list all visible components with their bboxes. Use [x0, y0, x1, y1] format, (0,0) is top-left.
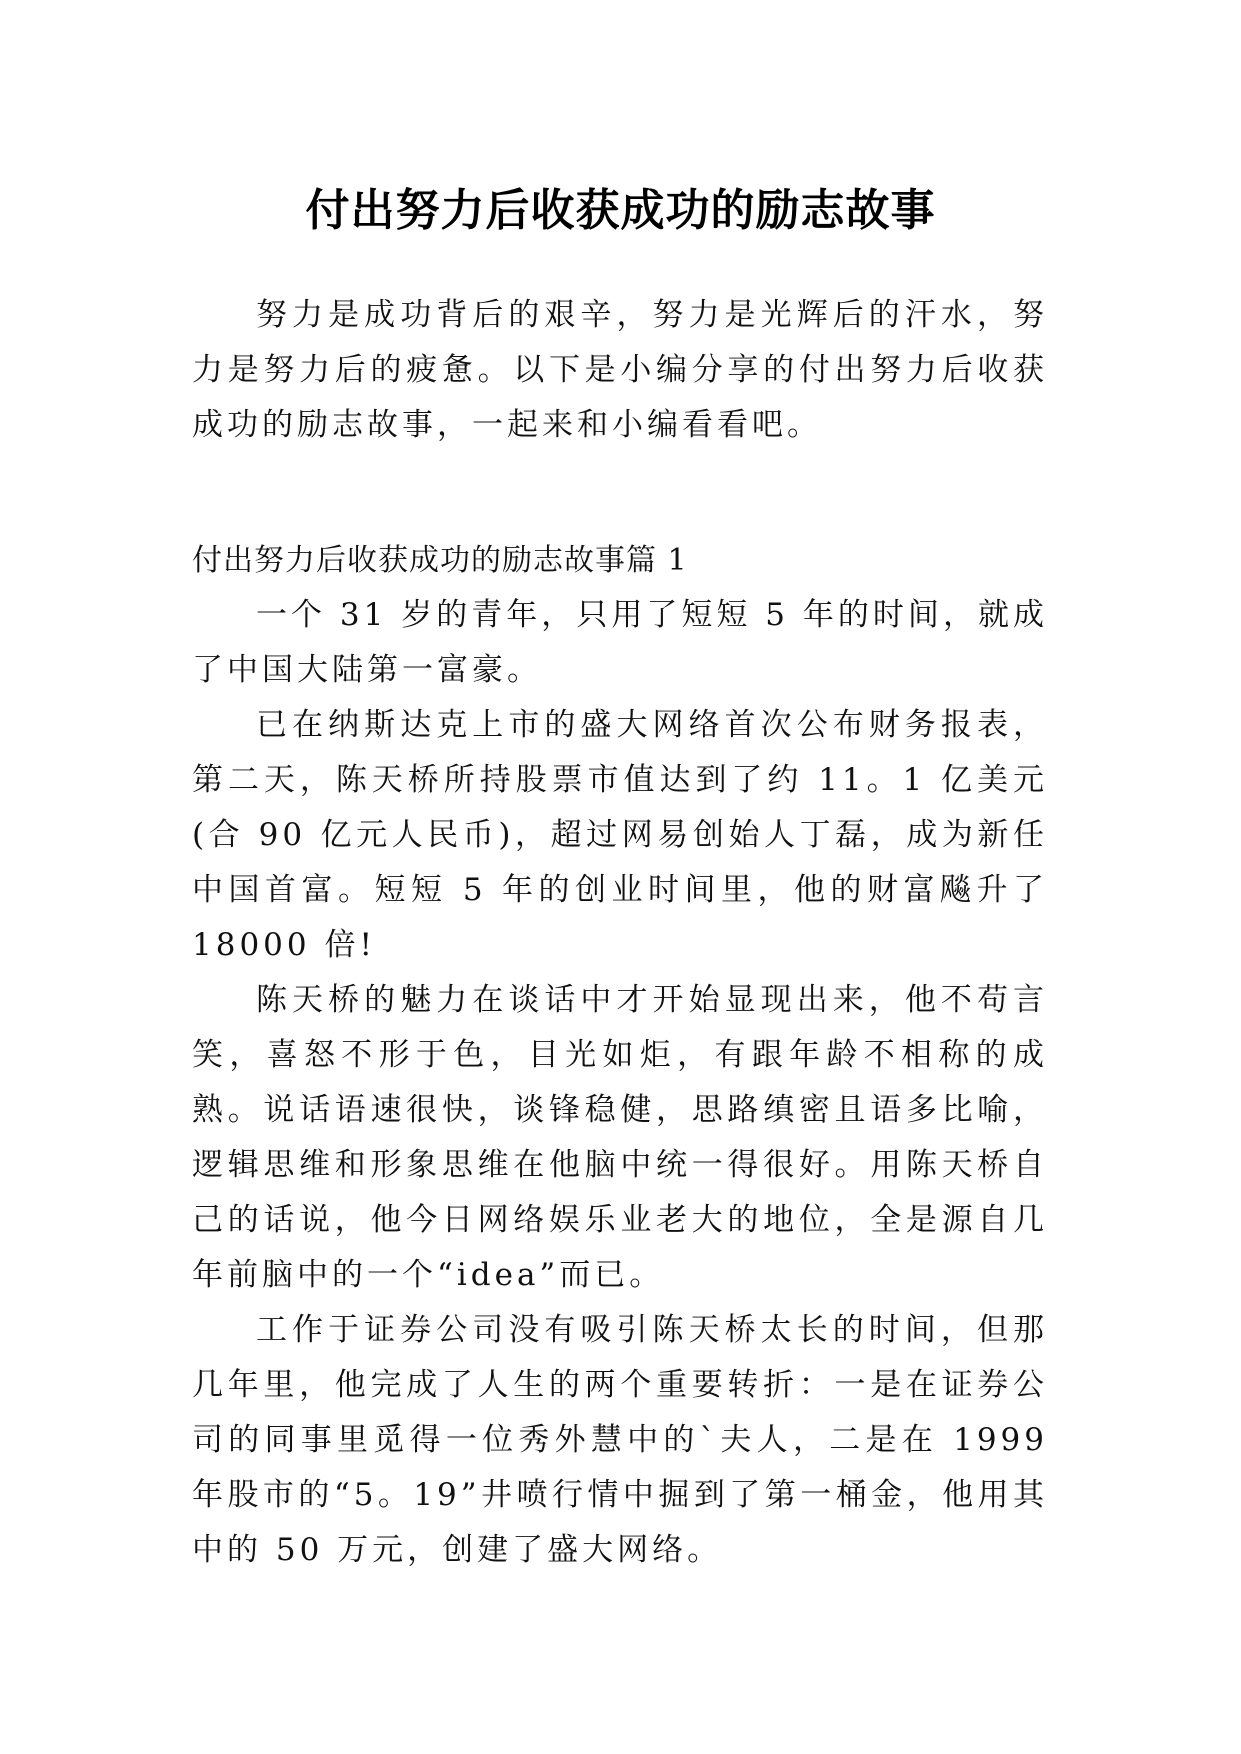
section-heading: 付出努力后收获成功的励志故事篇 1 — [192, 543, 688, 578]
intro-paragraph: 努力是成功背后的艰辛，努力是光辉后的汗水，努力是努力后的疲惫。以下是小编分享的付出努力后收获成功的励志故事，一起来和小编看看吧。 — [192, 297, 1048, 443]
story-paragraph-2: 已在纳斯达克上市的盛大网络首次公布财务报表，第二天，陈天桥所持股票市值达到了约 11。1 亿美元(合 90 亿元人民币)，超过网易创始人丁磊，成为新任中国首富。短短 5 年的创业时间里，他的财富飚升了 18000 倍! — [192, 707, 1048, 963]
story-paragraph-3: 陈天桥的魅力在谈话中才开始显现出来，他不苟言笑，喜怒不形于色，目光如炬，有跟年龄不相称的成熟。说话语速很快，谈锋稳健，思路缜密且语多比喻，逻辑思维和形象思维在他脑中统一得很好。用陈天桥自己的话说，他今日网络娱乐业老大的地位，全是源自几年前脑中的一个“idea”而已。 — [192, 982, 1048, 1293]
story-paragraph-4: 工作于证券公司没有吸引陈天桥太长的时间，但那几年里，他完成了人生的两个重要转折：一是在证券公司的同事里觅得一位秀外慧中的`夫人，二是在 1999 年股市的“5。19”井喷行情中掘到了第一桶金，他用其中的 50 万元，创建了盛大网络。 — [192, 1312, 1048, 1568]
story-paragraph-1: 一个 31 岁的青年，只用了短短 5 年的时间，就成了中国大陆第一富豪。 — [192, 597, 1048, 688]
document-title: 付出努力后收获成功的励志故事 — [305, 185, 936, 237]
document-body — [192, 288, 1048, 1578]
